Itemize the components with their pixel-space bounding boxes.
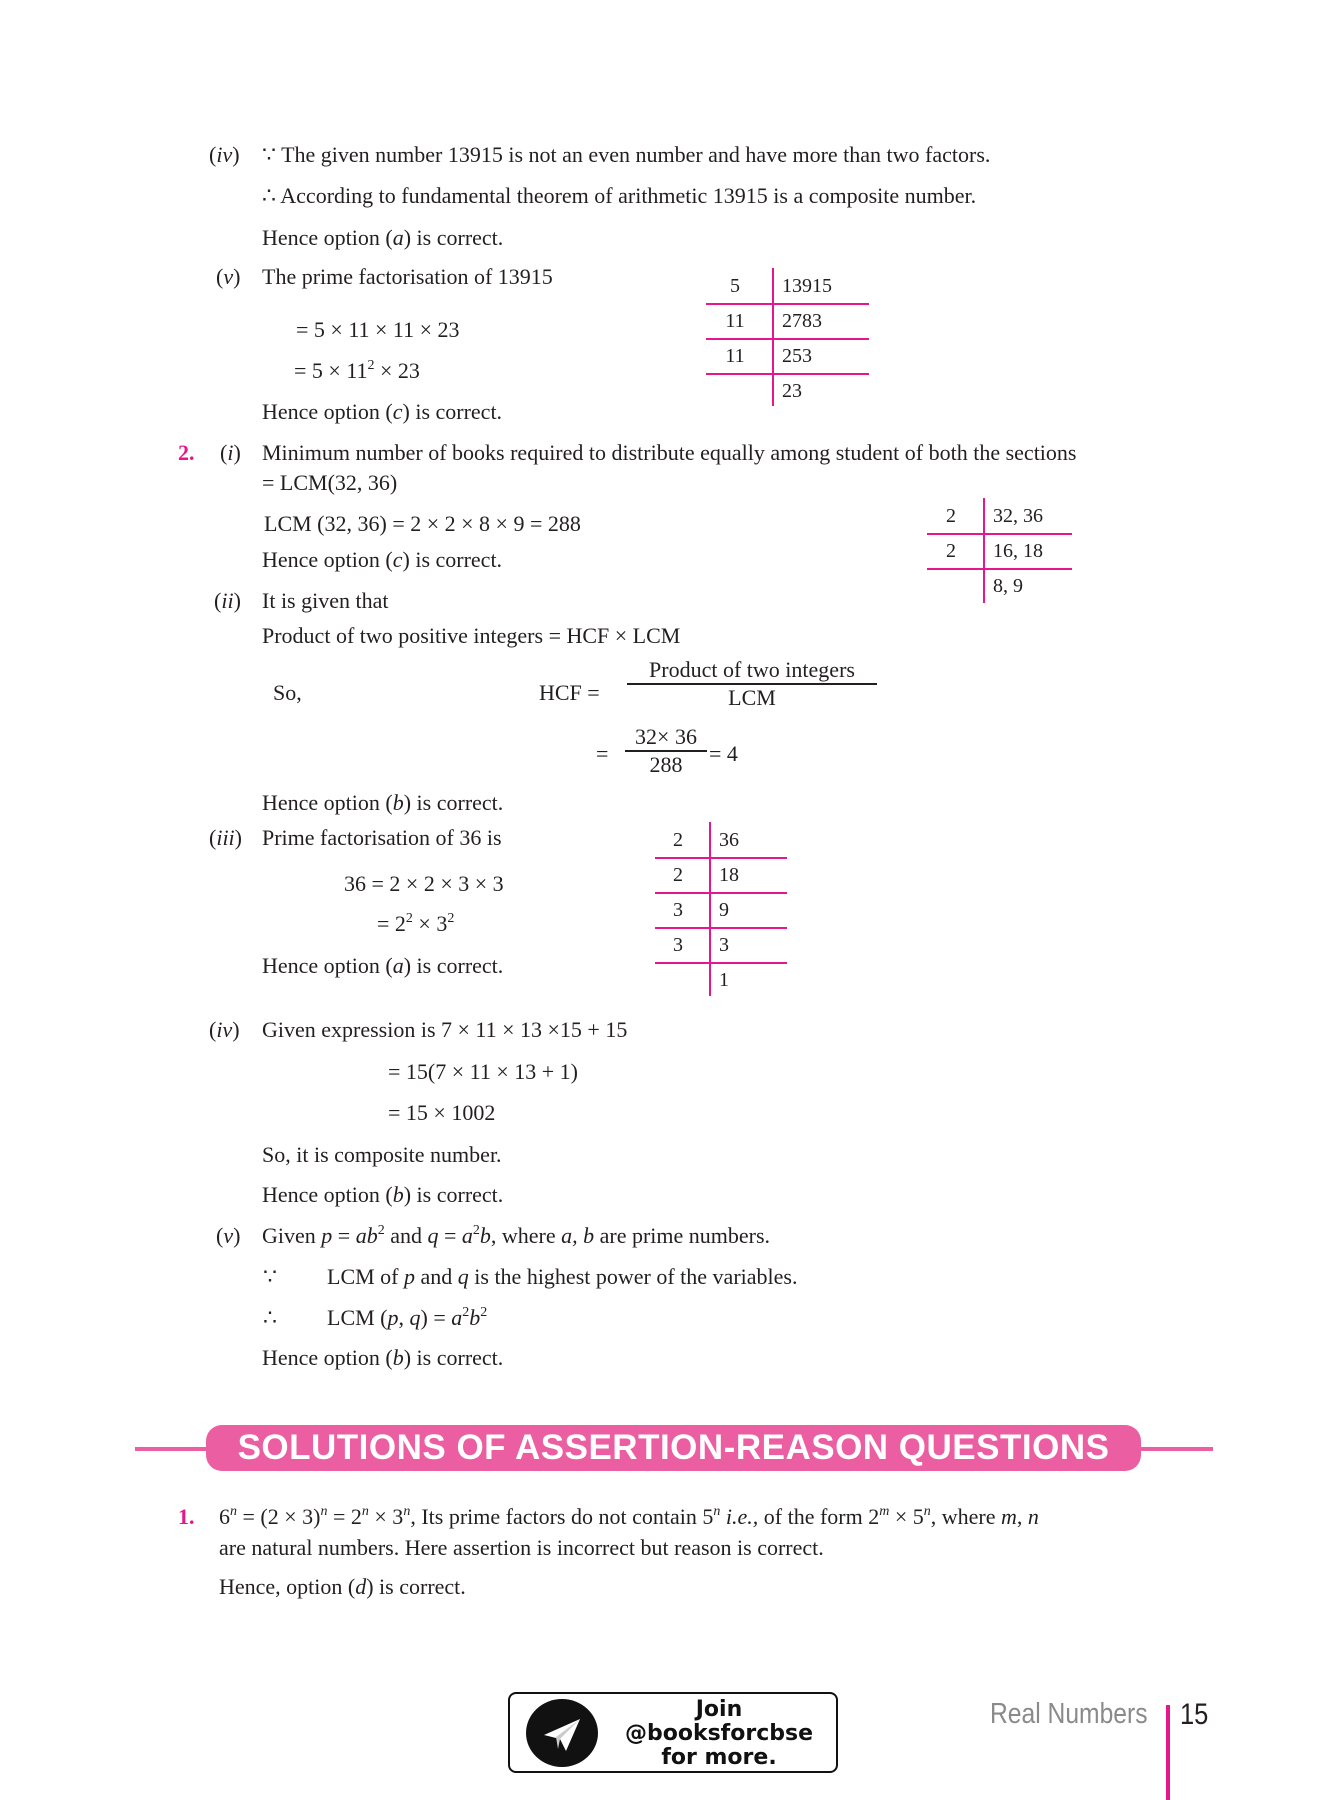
- telegram-icon: [526, 1699, 598, 1767]
- text-segment: ) =: [420, 1305, 452, 1330]
- text-line: [262, 1182, 503, 1208]
- table-vertical-rule: [709, 822, 711, 996]
- section-heading: SOLUTIONS OF ASSERTION-REASON QUESTIONS: [206, 1425, 1141, 1471]
- text-segment: iii: [216, 825, 235, 850]
- text-segment: Given: [262, 1223, 322, 1248]
- fraction-denominator: 288: [649, 751, 683, 777]
- text-segment: =: [596, 741, 609, 766]
- text-segment: , Its prime factors do not contain 5: [410, 1504, 714, 1529]
- item-label-v: [216, 1223, 240, 1249]
- superscript: m: [879, 1504, 890, 1519]
- item-label-iii: [209, 825, 242, 851]
- text-line: [388, 1100, 495, 1126]
- item-label-v: [216, 264, 240, 290]
- table-horizontal-rule: [655, 927, 787, 929]
- text-line: [262, 588, 388, 614]
- text-segment: ab: [355, 1223, 378, 1248]
- text-segment: ): [232, 1017, 240, 1042]
- divisor: 2: [946, 540, 956, 562]
- question-number: 2.: [178, 440, 195, 465]
- text-segment: ): [233, 264, 241, 289]
- text-segment: Product of two positive integers = HCF × LCM: [262, 623, 681, 648]
- table-vertical-rule: [983, 498, 985, 603]
- text-segment: is the highest power of the variables.: [468, 1264, 798, 1289]
- because-symbol: [263, 1264, 277, 1290]
- table-horizontal-rule: [655, 857, 787, 859]
- text-segment: ) is correct.: [403, 953, 504, 978]
- text-segment: (: [209, 825, 217, 850]
- text-segment: p: [404, 1264, 415, 1289]
- text-line: [296, 317, 460, 343]
- text-segment: LCM of: [327, 1264, 404, 1289]
- text-segment: ) is correct.: [403, 790, 504, 815]
- text-segment: = 15 × 1002: [388, 1100, 496, 1125]
- fraction-hcf: [627, 657, 877, 711]
- text-segment: Minimum number of books required to distribute equally among student of both the sections: [262, 440, 1077, 465]
- text-segment: ∵ The given number 13915 is not an even number and have more than two factors.: [262, 142, 991, 167]
- item-label-iv: [209, 142, 240, 168]
- superscript: 2: [480, 1305, 488, 1320]
- text-segment: = 2: [327, 1504, 362, 1529]
- text-segment: i: [227, 440, 234, 465]
- superscript: n: [403, 1504, 411, 1519]
- text-segment: Hence, option (: [219, 1574, 356, 1599]
- text-segment: ): [234, 825, 242, 850]
- text-segment: are prime numbers.: [594, 1223, 771, 1248]
- text-segment: m: [1001, 1504, 1017, 1529]
- text-segment: n: [1027, 1504, 1039, 1529]
- text-segment: So,: [273, 680, 302, 705]
- text-segment: Hence option (: [262, 399, 393, 424]
- text-segment: Prime factorisation of 36 is: [262, 825, 502, 850]
- table-horizontal-rule: [655, 892, 787, 894]
- text-segment: b: [392, 790, 404, 815]
- text-segment: × 3: [412, 911, 448, 936]
- text-segment: Hence option (: [262, 1182, 393, 1207]
- text-segment: ) is correct.: [403, 1345, 504, 1370]
- text-line: [262, 1142, 502, 1168]
- text-line: [262, 953, 503, 979]
- text-segment: ): [233, 588, 241, 613]
- text-segment: =: [332, 1223, 356, 1248]
- text-segment: v: [223, 264, 234, 289]
- superscript: n: [361, 1504, 369, 1519]
- fraction-numerator: Product of two integers: [649, 657, 855, 682]
- text-segment: p: [321, 1223, 333, 1248]
- text-segment: 6: [219, 1504, 230, 1529]
- superscript: n: [713, 1504, 721, 1519]
- text-segment: q: [427, 1223, 439, 1248]
- quotient: 3: [719, 934, 729, 956]
- item-label-ii: [214, 588, 241, 614]
- division-table-13915: [706, 268, 869, 406]
- text-line: [262, 264, 553, 290]
- text-line: [273, 680, 302, 706]
- text-segment: a, b: [561, 1223, 595, 1248]
- text-line: [262, 547, 502, 573]
- badge-text: [610, 1698, 828, 1770]
- text-segment: b: [392, 1182, 404, 1207]
- quotient: 23: [782, 380, 802, 402]
- text-segment: LCM (32, 36) = 2 × 2 × 8 × 9 = 288: [264, 511, 581, 536]
- text-segment: The prime factorisation of 13915: [262, 264, 553, 289]
- text-segment: ) is correct.: [366, 1574, 466, 1599]
- item-label-i: [220, 440, 241, 466]
- text-segment: ii: [221, 588, 234, 613]
- text-segment: ): [233, 440, 241, 465]
- superscript: 2: [405, 911, 413, 926]
- text-segment: ∴ According to fundamental theorem of arithmetic 13915 is a composite number.: [262, 183, 977, 208]
- text-line: [264, 511, 581, 537]
- text-line: [262, 440, 1076, 466]
- text-segment: ): [232, 142, 240, 167]
- text-segment: iv: [216, 1017, 233, 1042]
- fraction-numerator: 32× 36: [635, 724, 697, 749]
- text-line: [262, 1017, 627, 1043]
- text-line: [219, 1504, 1039, 1530]
- text-segment: b: [479, 1223, 491, 1248]
- text-segment: a: [451, 1305, 463, 1330]
- text-segment: i.e.,: [725, 1504, 759, 1529]
- text-segment: Hence option (: [262, 953, 393, 978]
- text-segment: ) is correct.: [403, 1182, 504, 1207]
- text-line: [219, 1535, 824, 1561]
- text-segment: a: [392, 225, 404, 250]
- text-segment: , where: [930, 1504, 1002, 1529]
- footer-divider: [1166, 1705, 1170, 1800]
- text-segment: (: [220, 440, 228, 465]
- text-segment: HCF =: [539, 680, 600, 705]
- text-segment: b: [469, 1305, 481, 1330]
- text-segment: (: [216, 264, 224, 289]
- quotient: 9: [719, 899, 729, 921]
- text-line: [709, 741, 738, 767]
- text-segment: ): [233, 1223, 241, 1248]
- superscript: 2: [367, 358, 375, 373]
- text-segment: a: [461, 1223, 473, 1248]
- quotient: 253: [782, 345, 812, 367]
- therefore-symbol: [263, 1305, 277, 1331]
- chapter-title: Real Numbers: [990, 1698, 1148, 1730]
- fraction-calc: [625, 724, 707, 778]
- table-horizontal-rule: [706, 303, 869, 305]
- quotient: 16, 18: [993, 540, 1043, 562]
- text-segment: iv: [216, 142, 233, 167]
- quotient: 32, 36: [993, 505, 1043, 527]
- page-number: 15: [1180, 1698, 1209, 1731]
- text-line: [388, 1059, 578, 1085]
- text-segment: × 5: [889, 1504, 924, 1529]
- table-vertical-rule: [772, 268, 774, 406]
- text-segment: ∴: [263, 1305, 277, 1330]
- text-line: [327, 1264, 797, 1290]
- text-segment: ,: [398, 1305, 410, 1330]
- text-segment: , where: [490, 1223, 562, 1248]
- text-segment: Hence option (: [262, 225, 393, 250]
- text-segment: Hence option (: [262, 1345, 393, 1370]
- superscript: n: [230, 1504, 237, 1519]
- text-segment: × 3: [368, 1504, 404, 1529]
- telegram-join-badge[interactable]: [508, 1692, 838, 1773]
- text-segment: ,: [1016, 1504, 1028, 1529]
- text-segment: = (2 × 3): [237, 1504, 321, 1529]
- text-segment: c: [392, 547, 403, 572]
- quotient: 2783: [782, 310, 822, 332]
- text-segment: a: [392, 953, 404, 978]
- text-line: [262, 470, 397, 496]
- text-segment: v: [223, 1223, 234, 1248]
- superscript: n: [923, 1504, 931, 1519]
- division-table-lcm: [927, 498, 1072, 603]
- text-segment: = 2: [377, 911, 406, 936]
- superscript: n: [320, 1504, 328, 1519]
- question-number: 1.: [178, 1504, 195, 1529]
- text-line: [539, 680, 600, 706]
- text-line: [219, 1574, 466, 1600]
- text-segment: c: [392, 399, 403, 424]
- item-label-iv: [209, 1017, 240, 1043]
- text-segment: ) is correct.: [402, 399, 503, 424]
- divisor: 5: [730, 275, 740, 297]
- text-line: [327, 1305, 487, 1331]
- text-segment: b: [392, 1345, 404, 1370]
- table-horizontal-rule: [927, 568, 1072, 570]
- text-line: [262, 1223, 770, 1249]
- text-segment: 36 = 2 × 2 × 3 × 3: [344, 871, 504, 896]
- text-segment: = 15(7 × 11 × 13 + 1): [388, 1059, 578, 1084]
- quotient: 13915: [782, 275, 832, 297]
- superscript: 2: [377, 1223, 385, 1238]
- superscript: 2: [462, 1305, 470, 1320]
- text-line: [262, 1345, 503, 1371]
- text-segment: q: [409, 1305, 421, 1330]
- divisor: 11: [725, 310, 745, 332]
- text-segment: and: [415, 1264, 458, 1289]
- text-segment: So, it is composite number.: [262, 1142, 502, 1167]
- text-line: [262, 142, 990, 168]
- divisor: 2: [946, 505, 956, 527]
- table-horizontal-rule: [706, 338, 869, 340]
- superscript: 2: [472, 1223, 480, 1238]
- text-segment: ∵: [263, 1264, 277, 1289]
- text-segment: ) is correct.: [402, 547, 503, 572]
- text-segment: (: [214, 588, 222, 613]
- text-segment: Hence option (: [262, 790, 393, 815]
- divisor: 2: [673, 864, 683, 886]
- text-segment: × 23: [374, 358, 420, 383]
- text-segment: LCM (: [327, 1305, 388, 1330]
- quotient: 36: [719, 829, 739, 851]
- divisor: 3: [673, 899, 683, 921]
- text-line: [262, 623, 680, 649]
- text-line: [262, 790, 503, 816]
- divisor: 11: [725, 345, 745, 367]
- table-horizontal-rule: [927, 533, 1072, 535]
- text-line: [344, 871, 504, 897]
- quotient: 8, 9: [993, 575, 1023, 597]
- text-segment: = 5 × 11 × 11 × 23: [296, 317, 460, 342]
- text-segment: = 4: [709, 741, 738, 766]
- text-segment: and: [384, 1223, 428, 1248]
- table-horizontal-rule: [706, 373, 869, 375]
- text-segment: = 5 × 11: [294, 358, 368, 383]
- fraction-denominator: LCM: [728, 684, 776, 710]
- text-line: [262, 183, 976, 209]
- badge-line: Join: [695, 1697, 743, 1722]
- divisor: 3: [673, 934, 683, 956]
- text-line: [596, 741, 608, 767]
- text-line: [377, 911, 454, 937]
- text-segment: are natural numbers. Here assertion is incorrect but reason is correct.: [219, 1535, 824, 1560]
- text-segment: Given expression is 7 × 11 × 13 ×15 + 15: [262, 1017, 628, 1042]
- text-segment: (: [209, 1017, 217, 1042]
- text-segment: It is given that: [262, 588, 389, 613]
- text-segment: ) is correct.: [403, 225, 504, 250]
- superscript: 2: [447, 911, 455, 926]
- text-segment: =: [438, 1223, 462, 1248]
- text-segment: d: [355, 1574, 367, 1599]
- text-segment: of the form 2: [758, 1504, 880, 1529]
- quotient: 18: [719, 864, 739, 886]
- text-segment: (: [209, 142, 217, 167]
- text-segment: = LCM(32, 36): [262, 470, 398, 495]
- quotient: 1: [719, 969, 729, 991]
- badge-line: for more.: [661, 1745, 777, 1770]
- text-segment: q: [457, 1264, 469, 1289]
- text-segment: Hence option (: [262, 547, 393, 572]
- text-segment: (: [216, 1223, 224, 1248]
- table-horizontal-rule: [655, 962, 787, 964]
- badge-line: @booksforcbse: [624, 1721, 814, 1746]
- text-line: [294, 358, 420, 384]
- division-table-36: [655, 822, 787, 996]
- text-segment: p: [387, 1305, 399, 1330]
- text-line: [262, 399, 502, 425]
- divisor: 2: [673, 829, 683, 851]
- text-line: [262, 225, 503, 251]
- text-line: [262, 825, 502, 851]
